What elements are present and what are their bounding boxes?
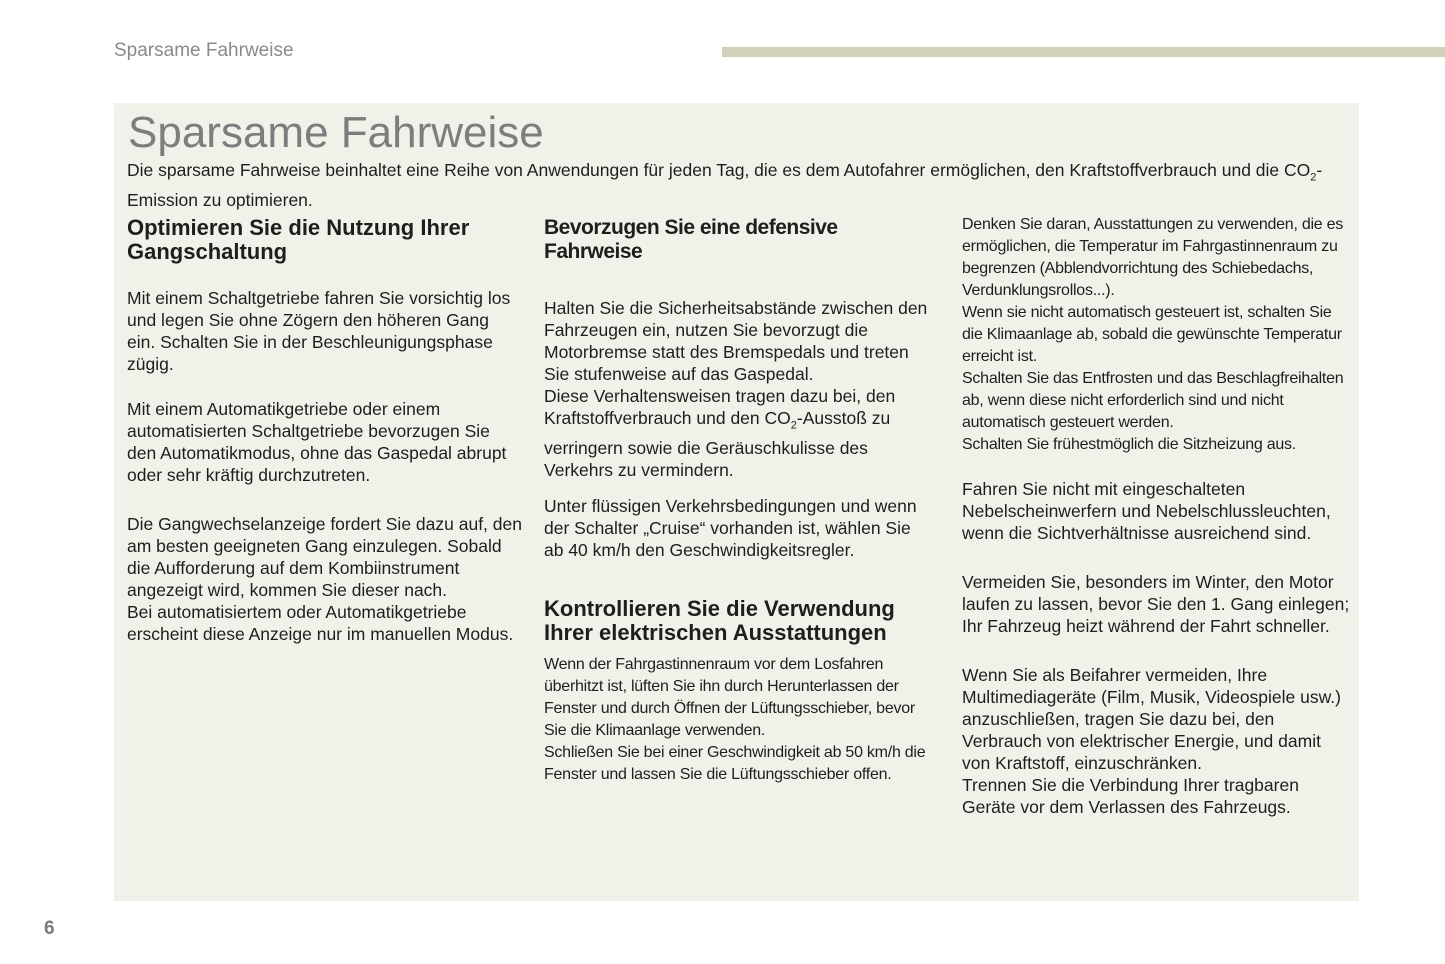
section-heading-defensive: Bevorzugen Sie eine defensive Fahrweise xyxy=(544,216,838,263)
temperature-equipment-text: Denken Sie daran, Ausstattungen zu verwenden, die es ermöglichen, die Temperatur im Fahrgastinnenraum zu begrenzen (Abblendvorrichtung des Schiebedachs, Verdunklungsrollos...). xyxy=(962,216,1344,299)
column-gear-usage xyxy=(127,214,522,645)
intro-text-end: -Emission zu optimieren. xyxy=(127,160,1323,210)
paragraph-manual-gearbox: Mit einem Schaltgetriebe fahren Sie vorsichtig los und legen Sie ohne Zögern den höheren Gang ein. Schalten Sie in der Beschleunigungsphase zügig. xyxy=(127,288,511,374)
portable-devices-text: Trennen Sie die Verbindung Ihrer tragbaren Geräte vor dem Verlassen des Fahrzeugs. xyxy=(962,775,1299,817)
paragraph-automatic-gearbox: Mit einem Automatikgetriebe oder einem automatisierten Schaltgetriebe bevorzugen Sie den Automatikmodus, ohne das Gaspedal abrupt oder sehr kräftig durchzutreten. xyxy=(127,399,507,485)
paragraph-equipment xyxy=(962,214,1354,456)
paragraph-gear-indicator xyxy=(127,513,522,645)
intro-paragraph xyxy=(127,159,1347,211)
paragraph-multimedia xyxy=(962,664,1354,818)
section-heading-electrical: Kontrollieren Sie die Verwendung Ihrer elektrischen Ausstattungen xyxy=(544,595,895,645)
paragraph-safety-distance xyxy=(544,297,934,481)
ventilation-text: Wenn der Fahrgastinnenraum vor dem Losfahren überhitzt ist, lüften Sie ihn durch Herunterlassen der Fenster und durch Öffnen der Lüftungsschieber, bevor Sie die Klimaanlage verwenden. xyxy=(544,655,915,739)
intro-subscript: 2 xyxy=(1310,171,1317,184)
gear-indicator-note: Bei automatisiertem oder Automatikgetriebe erscheint diese Anzeige nur im manuellen Modus. xyxy=(127,602,514,644)
emission-text: Diese Verhaltensweisen tragen dazu bei, den Kraftstoffverbrauch und den CO xyxy=(544,386,896,428)
paragraph-ventilation xyxy=(544,654,934,786)
header-rule xyxy=(722,47,1445,57)
gear-indicator-text: Die Gangwechselanzeige fordert Sie dazu auf, den am besten geeigneten Gang einzulegen. Sobald die Aufforderung auf dem Kombiinstrument angezeigt wird, kommen Sie dieser nach. xyxy=(127,514,522,600)
emission-subscript: 2 xyxy=(790,419,797,432)
windows-text: Schließen Sie bei einer Geschwindigkeit ab 50 km/h die Fenster und lassen Sie die Lüftungsschieber offen. xyxy=(544,743,926,783)
seat-heating-text: Schalten Sie frühestmöglich die Sitzheizung aus. xyxy=(962,436,1296,453)
multimedia-text: Wenn Sie als Beifahrer vermeiden, Ihre Multimediageräte (Film, Musik, Videospiele usw.) anzuschließen, tragen Sie dazu bei, den Verbrauch von elektrischer Energie, und damit von Kraftstoff, einzuschränken. xyxy=(962,665,1341,773)
running-header: Sparsame Fahrweise xyxy=(114,40,294,61)
emission-reduction-text xyxy=(544,385,934,481)
paragraph-cruise-control: Unter flüssigen Verkehrsbedingungen und wenn der Schalter „Cruise“ vorhanden ist, wählen Sie ab 40 km/h den Geschwindigkeitsregler. xyxy=(544,495,917,560)
column-defensive-driving xyxy=(544,214,934,786)
section-heading-gear: Optimieren Sie die Nutzung Ihrer Gangschaltung xyxy=(127,215,470,264)
page-title: Sparsame Fahrweise xyxy=(128,108,544,157)
defrost-text: Schalten Sie das Entfrosten und das Beschlagfreihalten ab, wenn diese nicht erforderlich sind und nicht automatisch gesteuert werden. xyxy=(962,370,1344,431)
intro-text: Die sparsame Fahrweise beinhaltet eine Reihe von Anwendungen für jeden Tag, die es dem Autofahrer ermöglichen, den Kraftstoffverbrauch und die CO xyxy=(127,160,1311,180)
paragraph-engine-idle: Vermeiden Sie, besonders im Winter, den Motor laufen zu lassen, bevor Sie den 1. Gang einlegen; Ihr Fahrzeug heizt während der Fahrt schneller. xyxy=(962,572,1350,636)
column-equipment xyxy=(962,214,1354,818)
safety-distance-text: Halten Sie die Sicherheitsabstände zwischen den Fahrzeugen ein, nutzen Sie bevorzugt die Motorbremse statt des Bremspedals und treten Sie stufenweise auf das Gaspedal. xyxy=(544,298,928,384)
emission-text-end: -Ausstoß zu verringern sowie die Geräuschkulisse des Verkehrs zu vermindern. xyxy=(544,408,891,480)
air-conditioning-text: Wenn sie nicht automatisch gesteuert ist, schalten Sie die Klimaanlage ab, sobald die gewünschte Temperatur erreicht ist. xyxy=(962,304,1342,365)
page-number: 6 xyxy=(44,918,55,939)
paragraph-fog-lights: Fahren Sie nicht mit eingeschalteten Nebelscheinwerfern und Nebelschlussleuchten, wenn die Sichtverhältnisse ausreichend sind. xyxy=(962,479,1331,543)
